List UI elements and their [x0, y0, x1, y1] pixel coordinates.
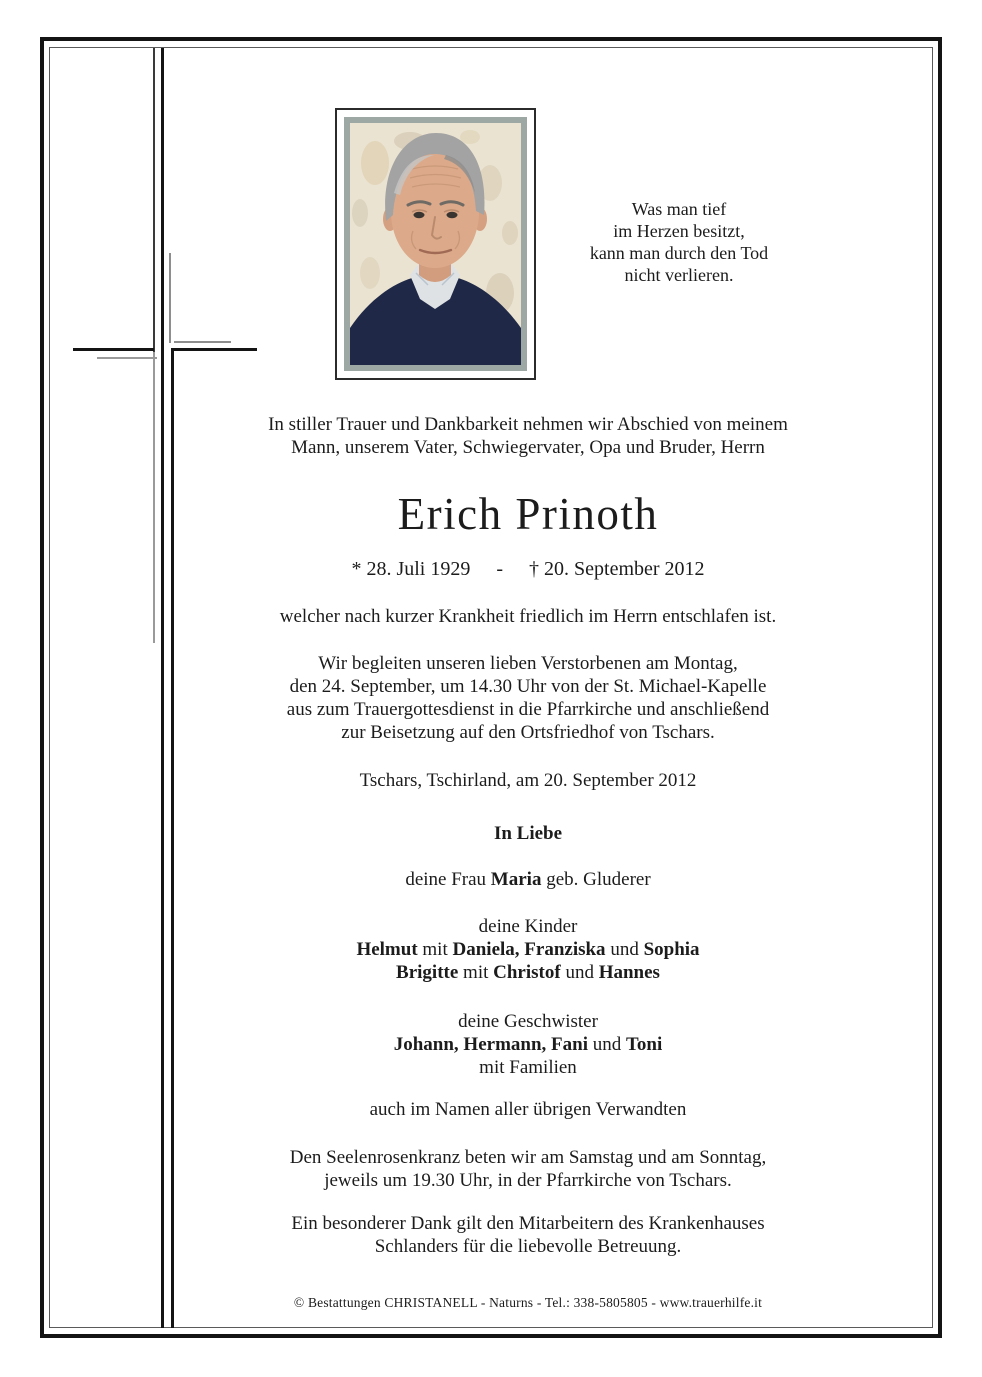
- rosary-line: Den Seelenrosenkranz beten wir am Samstag und am Sonntag,: [289, 1147, 767, 1168]
- children-line-connector: mit: [458, 962, 494, 983]
- siblings-line: [175, 1033, 881, 1056]
- birth-date: * 28. Juli 1929: [351, 558, 471, 580]
- cross-vertical-line-top: [153, 48, 155, 352]
- verse-line: Was man tief: [631, 199, 727, 219]
- rosary-notice: [175, 1146, 881, 1192]
- funeral-line: aus zum Trauergottesdienst in die Pfarrkirche und anschließend: [286, 699, 770, 720]
- children-block: [175, 915, 881, 984]
- cross-arm-shadow-right: [174, 341, 231, 343]
- thanks-line: Ein besonderer Dank gilt den Mitarbeitern des Krankenhauses: [291, 1213, 765, 1234]
- siblings-block: [175, 1010, 881, 1079]
- siblings-line-connector: und: [587, 1034, 626, 1055]
- death-date: † 20. September 2012: [529, 558, 705, 580]
- child-name: Christof: [493, 962, 561, 983]
- thanks-notice: [175, 1212, 881, 1258]
- child-name: Helmut: [356, 939, 418, 960]
- intro-line: In stiller Trauer und Dankbarkeit nehmen wir Abschied von meinem: [268, 414, 788, 435]
- children-line-connector: und: [560, 962, 599, 983]
- children-line-connector: und: [605, 939, 644, 960]
- verse-line: kann man durch den Tod: [589, 243, 769, 263]
- cross-shadow-line-bottom: [153, 352, 155, 643]
- cross-vertical-line-bottom: [171, 348, 174, 1328]
- sibling-names: Johann, Hermann, Fani: [393, 1034, 588, 1055]
- children-line: [175, 961, 881, 984]
- children-line: [175, 938, 881, 961]
- passing-line: welcher nach kurzer Krankheit friedlich im Herrn entschlafen ist.: [279, 606, 777, 627]
- sibling-names: Toni: [625, 1034, 663, 1055]
- wife-suffix: geb. Gluderer: [541, 869, 651, 890]
- memorial-verse: [557, 198, 801, 286]
- cross-arm-shadow-left: [97, 357, 157, 359]
- thanks-line: Schlanders für die liebevolle Betreuung.: [374, 1236, 682, 1257]
- portrait-photo: [335, 108, 536, 380]
- funeral-line: zur Beisetzung auf den Ortsfriedhof von Tschars.: [341, 722, 715, 743]
- children-heading: deine Kinder: [478, 916, 578, 937]
- child-name: Daniela, Franziska: [452, 939, 606, 960]
- cross-shadow-line-top: [169, 253, 171, 343]
- verse-line: nicht verlieren.: [624, 265, 734, 285]
- wife-prefix: deine Frau: [405, 869, 491, 890]
- life-dates: [175, 558, 881, 581]
- portrait-photo-mat: [344, 117, 527, 371]
- intro-line: Mann, unserem Vater, Schwiegervater, Opa und Bruder, Herrn: [291, 437, 765, 458]
- child-name: Sophia: [643, 939, 700, 960]
- closing-in-love: In Liebe: [493, 823, 563, 844]
- relatives-line: auch im Namen aller übrigen Verwandten: [369, 1099, 687, 1120]
- dates-separator: -: [496, 558, 504, 580]
- funeral-line: den 24. September, um 14.30 Uhr von der St. Michael-Kapelle: [289, 676, 767, 697]
- place-and-date: Tschars, Tschirland, am 20. September 2012: [359, 770, 697, 791]
- verse-line: im Herzen besitzt,: [613, 221, 745, 241]
- announcement-intro: [175, 413, 881, 459]
- child-name: Hannes: [598, 962, 660, 983]
- children-line-connector: mit: [417, 939, 453, 960]
- cross-arm-right: [174, 348, 257, 351]
- funeral-information: [175, 652, 881, 744]
- portrait-illustration: [350, 123, 521, 365]
- deceased-name: Erich Prinoth: [397, 489, 659, 539]
- child-name: Brigitte: [396, 962, 459, 983]
- rosary-line: jeweils um 19.30 Uhr, in der Pfarrkirche von Tschars.: [324, 1170, 732, 1191]
- siblings-suffix: mit Familien: [479, 1057, 577, 1078]
- funeral-line: Wir begleiten unseren lieben Verstorbenen am Montag,: [318, 653, 738, 674]
- siblings-heading: deine Geschwister: [458, 1011, 598, 1032]
- funeral-home-credit: © Bestattungen CHRISTANELL - Naturns - Tel.: 338-5805805 - www.trauerhilfe.it: [293, 1295, 763, 1310]
- cross-arm-left: [73, 348, 154, 351]
- cross-vertical-line-main: [161, 48, 164, 1328]
- wife-name: Maria: [490, 869, 542, 890]
- wife-line: [175, 868, 881, 891]
